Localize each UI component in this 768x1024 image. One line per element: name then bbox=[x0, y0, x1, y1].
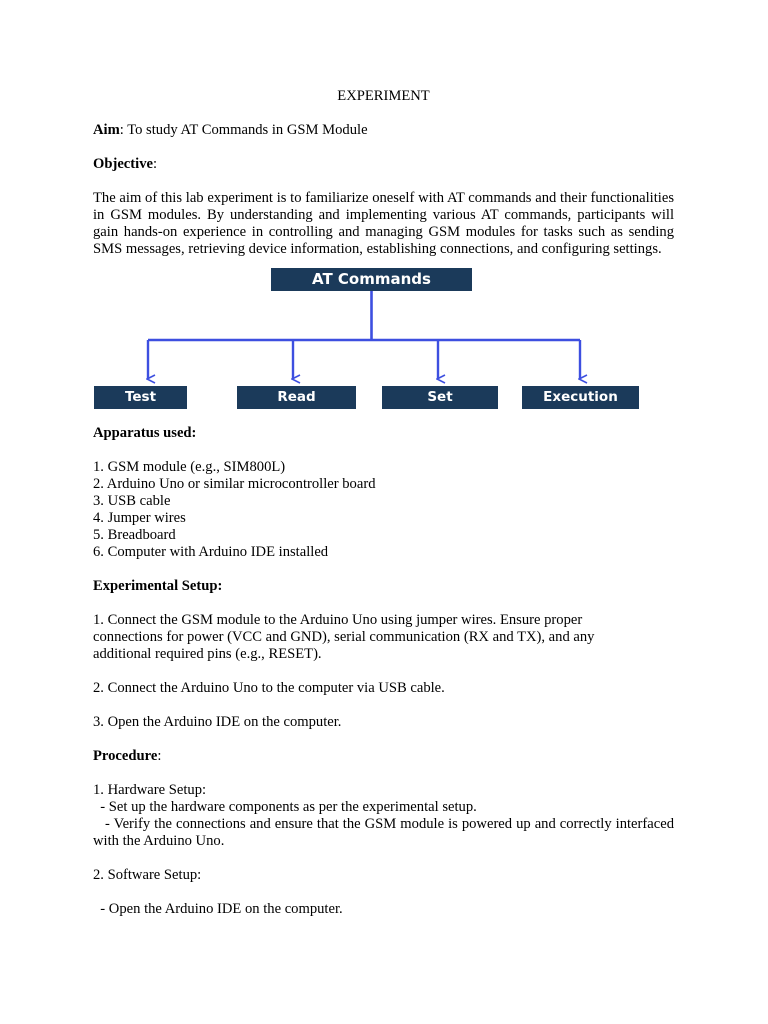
procedure-colon: : bbox=[157, 748, 162, 764]
setup-step1-line: additional required pins (e.g., RESET). bbox=[93, 646, 322, 662]
apparatus-heading-text: Apparatus used: bbox=[93, 425, 197, 441]
setup-step2: 2. Connect the Arduino Uno to the computer via USB cable. bbox=[93, 680, 445, 696]
objective-heading bbox=[93, 156, 674, 173]
apparatus-item: 4. Jumper wires bbox=[93, 510, 186, 526]
apparatus-item: 3. USB cable bbox=[93, 493, 171, 509]
aim-text: : To study AT Commands in GSM Module bbox=[119, 122, 368, 138]
setup-step1-line: connections for power (VCC and GND), serial communication (RX and TX), and any bbox=[93, 629, 595, 645]
apparatus-item: 5. Breadboard bbox=[93, 527, 176, 543]
hardware-setup-item: - Verify the connections and ensure that the GSM module is powered up and correctly interfaced with the Arduino Uno. bbox=[93, 816, 678, 849]
at-commands-box: AT Commands bbox=[271, 268, 472, 291]
document-page bbox=[93, 88, 678, 918]
procedure-label: Procedure bbox=[93, 748, 158, 764]
document-title: EXPERIMENT bbox=[337, 88, 430, 104]
apparatus-item: 6. Computer with Arduino IDE installed bbox=[93, 544, 329, 560]
objective-colon: : bbox=[152, 156, 158, 172]
at-commands-diagram bbox=[93, 265, 674, 425]
execution-box: Execution bbox=[522, 386, 639, 409]
setup-step3: 3. Open the Arduino IDE on the computer. bbox=[93, 714, 342, 730]
set-box: Set bbox=[382, 386, 498, 409]
apparatus-item: 1. GSM module (e.g., SIM800L) bbox=[93, 459, 286, 475]
objective-paragraph: The aim of this lab experiment is to familiarize oneself with AT commands and their functionalities in GSM modules. By understanding and implementing various AT commands, participants will gain hands-on experience in controlling and managing GSM modules for tasks such as sending SMS messages, retrieving device information, establishing connections, and configuring settings. bbox=[93, 190, 674, 257]
aim-label: Aim bbox=[93, 122, 120, 138]
objective-label: Objective bbox=[93, 156, 153, 172]
read-box: Read bbox=[237, 386, 356, 409]
apparatus-item: 2. Arduino Uno or similar microcontroller board bbox=[93, 476, 376, 492]
hardware-setup-item: - Set up the hardware components as per the experimental setup. bbox=[93, 799, 477, 815]
software-setup-item: - Open the Arduino IDE on the computer. bbox=[93, 901, 343, 917]
setup-heading bbox=[93, 578, 674, 595]
aim-line bbox=[93, 122, 674, 139]
setup-heading-text: Experimental Setup: bbox=[93, 578, 223, 594]
apparatus-heading bbox=[93, 425, 674, 442]
setup-step1-line: 1. Connect the GSM module to the Arduino Uno using jumper wires. Ensure proper bbox=[93, 612, 583, 628]
hardware-setup-heading: 1. Hardware Setup: bbox=[93, 782, 207, 798]
test-box: Test bbox=[94, 386, 187, 409]
procedure-heading bbox=[93, 748, 674, 765]
software-setup-heading: 2. Software Setup: bbox=[93, 867, 202, 883]
